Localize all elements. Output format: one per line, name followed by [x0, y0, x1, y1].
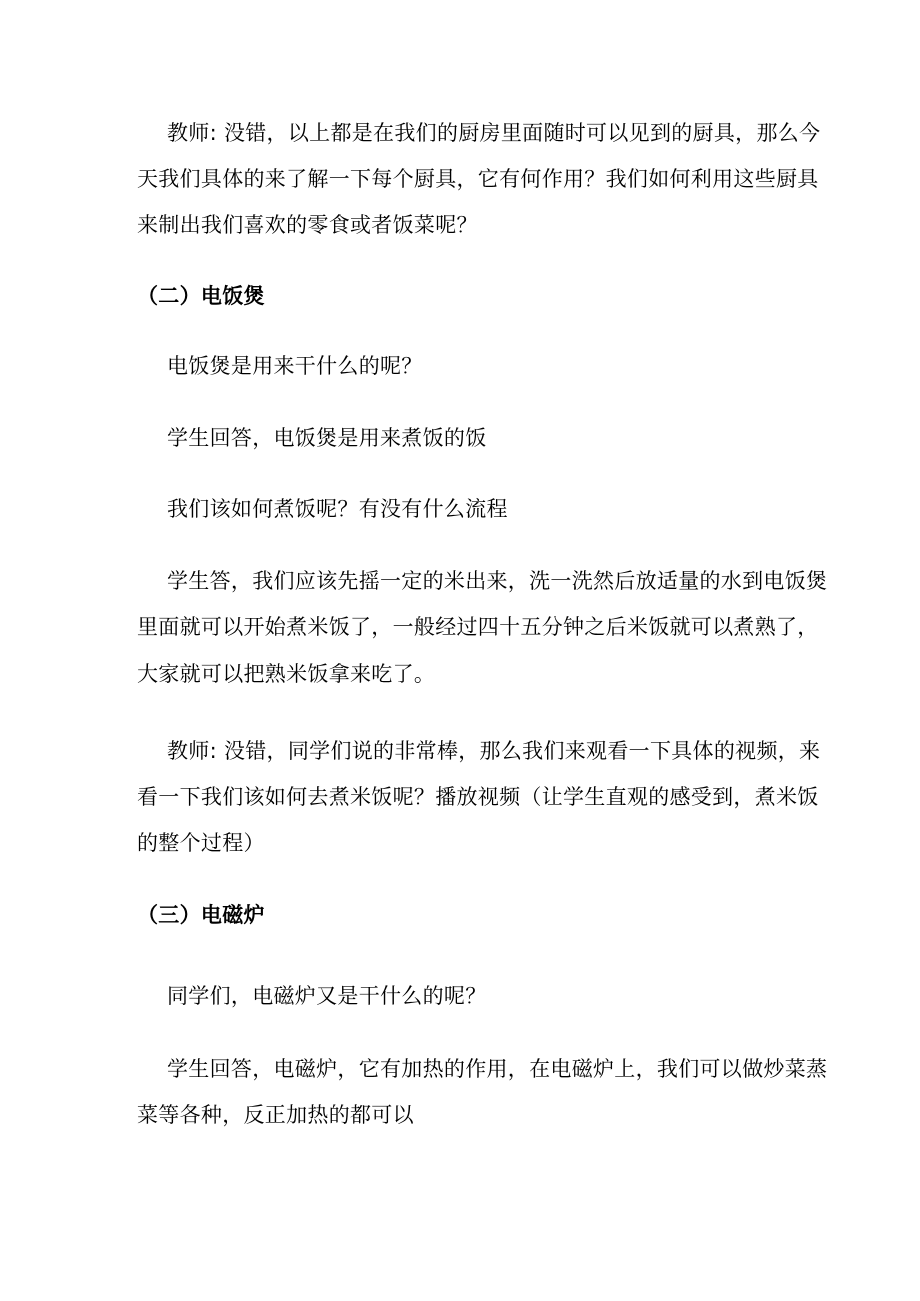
paragraph-student-answer-process-line-1: 学生答，我们应该先摇一定的米出来，洗一洗然后放适量的水到电饭煲	[167, 569, 828, 593]
section-heading-induction-cooker: （三）电磁炉	[137, 903, 265, 927]
paragraph-teacher-video-line-3: 的整个过程）	[137, 831, 265, 855]
paragraph-rice-cooker-question: 电饭煲是用来干什么的呢？	[167, 354, 423, 378]
paragraph-induction-question: 同学们，电磁炉又是干什么的呢？	[167, 984, 487, 1008]
paragraph-teacher-video-line-1: 教师: 没错，同学们说的非常棒，那么我们来观看一下具体的视频，来	[167, 739, 821, 763]
paragraph-student-answer-process-line-2: 里面就可以开始煮米饭了，一般经过四十五分钟之后米饭就可以煮熟了，	[137, 615, 819, 639]
paragraph-student-answer-process-line-3: 大家就可以把熟米饭拿来吃了。	[137, 662, 436, 686]
paragraph-teacher-intro-line-3: 来制出我们喜欢的零食或者饭菜呢？	[137, 213, 478, 237]
paragraph-teacher-intro-line-2: 天我们具体的来了解一下每个厨具，它有何作用？我们如何利用这些厨具	[137, 167, 819, 191]
paragraph-student-answer-induction-line-1: 学生回答，电磁炉，它有加热的作用，在电磁炉上，我们可以做炒菜蒸	[167, 1057, 828, 1081]
paragraph-student-answer-induction-line-2: 菜等各种，反正加热的都可以	[137, 1103, 414, 1127]
paragraph-teacher-video-line-2: 看一下我们该如何去煮米饭呢？播放视频（让学生直观的感受到，煮米饭	[137, 785, 819, 809]
paragraph-cooking-process-question: 我们该如何煮饭呢？有没有什么流程	[167, 497, 508, 521]
paragraph-teacher-intro-line-1: 教师: 没错，以上都是在我们的厨房里面随时可以见到的厨具，那么今	[167, 121, 821, 145]
section-heading-rice-cooker: （二）电饭煲	[137, 284, 265, 308]
paragraph-student-answer-rice: 学生回答，电饭煲是用来煮饭的饭	[167, 426, 487, 450]
